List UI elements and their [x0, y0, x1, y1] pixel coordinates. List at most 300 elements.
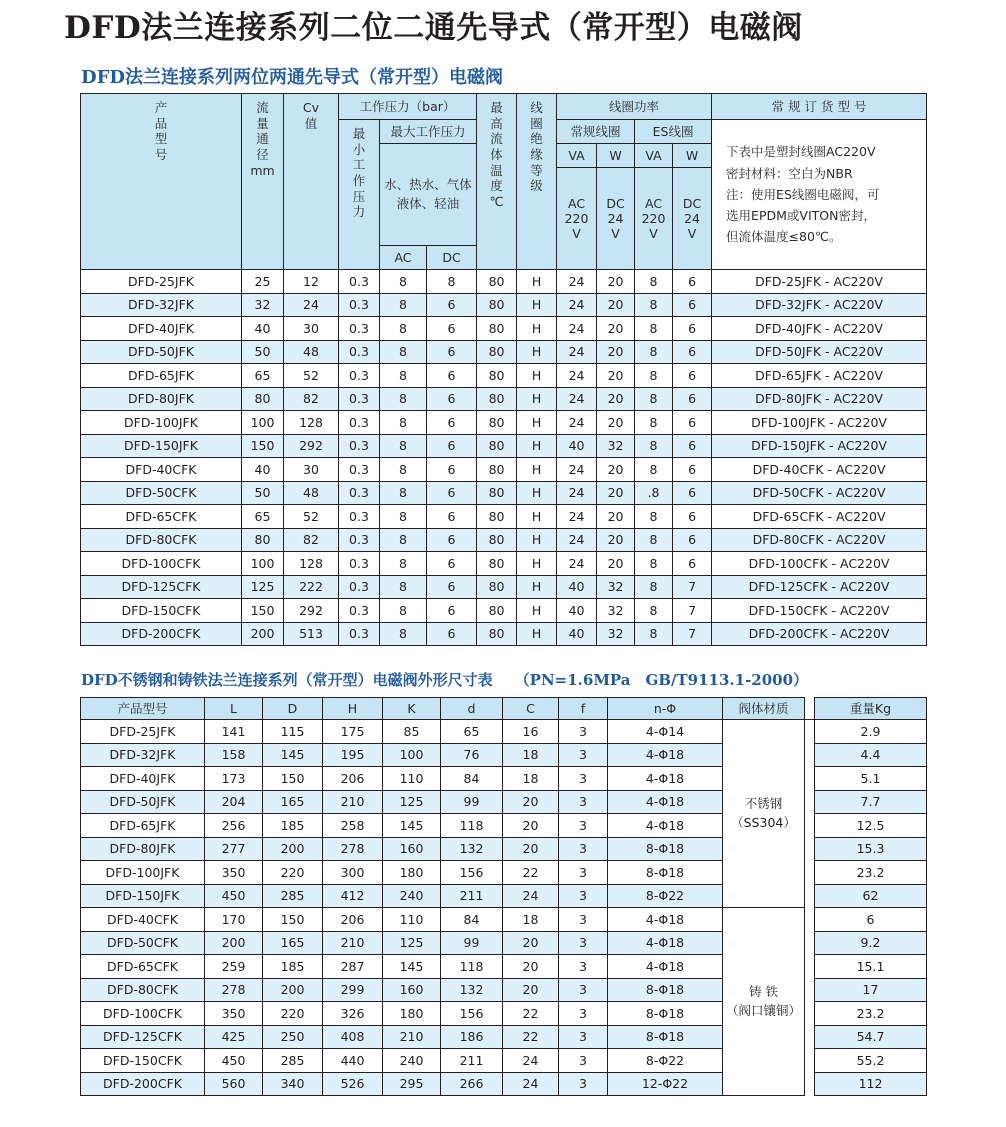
- cell-dn: 50: [242, 481, 284, 505]
- column-gap: [805, 814, 815, 838]
- cell-es-va: 8: [635, 387, 673, 411]
- cell-order: DFD-25JFK - AC220V: [712, 270, 927, 294]
- header-d-inner: d: [441, 698, 503, 720]
- cell-c: 22: [503, 861, 559, 885]
- column-gap: [805, 698, 815, 720]
- cell-f: 3: [559, 720, 608, 744]
- cell-d: 285: [263, 884, 323, 908]
- header-es-coil: ES线圈: [635, 120, 712, 144]
- cell-weight: 62: [815, 884, 927, 908]
- header-f: f: [559, 698, 608, 720]
- cell-n-phi: 4-Φ18: [608, 790, 723, 814]
- cell-l: 350: [205, 1002, 263, 1026]
- spec-table-row: [81, 270, 927, 294]
- cell-f: 3: [559, 1025, 608, 1049]
- cell-c: 16: [503, 720, 559, 744]
- cell-f: 3: [559, 767, 608, 791]
- cell-model: DFD-65CFK: [81, 505, 242, 529]
- cell-n-phi: 8-Φ18: [608, 1002, 723, 1026]
- cell-model: DFD-150JFK: [81, 434, 242, 458]
- cell-dn: 65: [242, 364, 284, 388]
- cell-h: 210: [323, 931, 383, 955]
- cell-ins: H: [517, 387, 557, 411]
- cell-d: 99: [441, 931, 503, 955]
- cell-reg-w: 20: [597, 364, 635, 388]
- cell-ins: H: [517, 364, 557, 388]
- cell-model: DFD-32JFK: [81, 743, 205, 767]
- cell-cv: 513: [284, 622, 339, 646]
- cell-dc: 6: [427, 575, 477, 599]
- cell-dc: 6: [427, 505, 477, 529]
- cell-ac: 8: [380, 434, 427, 458]
- cell-dc: 6: [427, 458, 477, 482]
- cell-h: 287: [323, 955, 383, 979]
- cell-es-va: 8: [635, 317, 673, 341]
- cell-dc: 6: [427, 599, 477, 623]
- cell-min: 0.3: [339, 411, 380, 435]
- dimension-table: [80, 697, 927, 1096]
- cell-f: 3: [559, 814, 608, 838]
- cell-l: 170: [205, 908, 263, 932]
- column-gap: [805, 908, 815, 932]
- cell-d: 266: [441, 1072, 503, 1096]
- cell-ac: 8: [380, 270, 427, 294]
- cell-es-va: 8: [635, 505, 673, 529]
- cell-f: 3: [559, 955, 608, 979]
- cell-order: DFD-150CFK - AC220V: [712, 599, 927, 623]
- cell-reg-va: 24: [557, 293, 597, 317]
- cell-model: DFD-100CFK: [81, 552, 242, 576]
- cell-order: DFD-40JFK - AC220V: [712, 317, 927, 341]
- cell-weight: 12.5: [815, 814, 927, 838]
- cell-reg-w: 20: [597, 458, 635, 482]
- cell-min: 0.3: [339, 387, 380, 411]
- cell-model: DFD-125CFK: [81, 1025, 205, 1049]
- cell-ac: 8: [380, 575, 427, 599]
- cell-dc: 6: [427, 317, 477, 341]
- cell-temp: 80: [477, 622, 517, 646]
- header-model: 产品型号: [81, 698, 205, 720]
- cell-weight: 55.2: [815, 1049, 927, 1073]
- cell-weight: 4.4: [815, 743, 927, 767]
- cell-dc: 6: [427, 481, 477, 505]
- cell-ac: 8: [380, 411, 427, 435]
- cell-min: 0.3: [339, 528, 380, 552]
- cell-order: DFD-80JFK - AC220V: [712, 387, 927, 411]
- cell-min: 0.3: [339, 270, 380, 294]
- cell-temp: 80: [477, 434, 517, 458]
- cell-ins: H: [517, 317, 557, 341]
- cell-d: 185: [263, 814, 323, 838]
- cell-model: DFD-32JFK: [81, 293, 242, 317]
- spec-table-row: [81, 293, 927, 317]
- cell-reg-va: 24: [557, 505, 597, 529]
- cell-cv: 52: [284, 364, 339, 388]
- cell-dc: 6: [427, 387, 477, 411]
- header-regular-dc24v: DC 24 V: [597, 168, 635, 270]
- cell-n-phi: 8-Φ22: [608, 1049, 723, 1073]
- cell-l: 259: [205, 955, 263, 979]
- cell-dn: 80: [242, 387, 284, 411]
- cell-dn: 80: [242, 528, 284, 552]
- cell-cv: 292: [284, 599, 339, 623]
- header-weight: 重量Kg: [815, 698, 927, 720]
- cell-model: DFD-125CFK: [81, 575, 242, 599]
- column-gap: [805, 720, 815, 744]
- cell-d: 84: [441, 767, 503, 791]
- cell-reg-va: 24: [557, 387, 597, 411]
- spec-table-row: [81, 505, 927, 529]
- cell-c: 18: [503, 743, 559, 767]
- cell-es-va: 8: [635, 528, 673, 552]
- cell-ac: 8: [380, 317, 427, 341]
- column-gap: [805, 743, 815, 767]
- cell-order: DFD-40CFK - AC220V: [712, 458, 927, 482]
- cell-reg-va: 24: [557, 481, 597, 505]
- cell-weight: 54.7: [815, 1025, 927, 1049]
- cell-model: DFD-80CFK: [81, 528, 242, 552]
- cell-reg-w: 20: [597, 552, 635, 576]
- cell-reg-w: 32: [597, 575, 635, 599]
- header-model: 产 品 型 号: [81, 94, 242, 270]
- cell-es-w: 6: [673, 528, 712, 552]
- cell-es-va: 8: [635, 340, 673, 364]
- cell-reg-w: 20: [597, 481, 635, 505]
- cell-k: 160: [383, 978, 441, 1002]
- cell-d: 250: [263, 1025, 323, 1049]
- cell-reg-w: 20: [597, 340, 635, 364]
- cell-d: 76: [441, 743, 503, 767]
- cell-model: DFD-80CFK: [81, 978, 205, 1002]
- cell-k: 160: [383, 837, 441, 861]
- cell-l: 141: [205, 720, 263, 744]
- cell-model: DFD-40JFK: [81, 767, 205, 791]
- cell-es-va: 8: [635, 458, 673, 482]
- cell-n-phi: 12-Φ22: [608, 1072, 723, 1096]
- cell-d: 211: [441, 1049, 503, 1073]
- cell-f: 3: [559, 837, 608, 861]
- cell-n-phi: 4-Φ18: [608, 931, 723, 955]
- cell-min: 0.3: [339, 364, 380, 388]
- cell-dn: 50: [242, 340, 284, 364]
- cell-l: 200: [205, 931, 263, 955]
- cell-f: 3: [559, 931, 608, 955]
- header-es-ac220v: AC 220 V: [635, 168, 673, 270]
- cell-min: 0.3: [339, 622, 380, 646]
- cell-min: 0.3: [339, 293, 380, 317]
- cell-f: 3: [559, 1072, 608, 1096]
- cell-h: 526: [323, 1072, 383, 1096]
- cell-order: DFD-125CFK - AC220V: [712, 575, 927, 599]
- cell-reg-va: 40: [557, 575, 597, 599]
- cell-l: 277: [205, 837, 263, 861]
- cell-d: 150: [263, 767, 323, 791]
- cell-model: DFD-200CFK: [81, 622, 242, 646]
- cell-model: DFD-50CFK: [81, 931, 205, 955]
- cell-c: 18: [503, 767, 559, 791]
- cell-es-va: 8: [635, 293, 673, 317]
- spec-table: [80, 93, 927, 646]
- cell-dc: 6: [427, 293, 477, 317]
- header-material: 阀体材质: [723, 698, 805, 720]
- cell-d: 285: [263, 1049, 323, 1073]
- cell-c: 20: [503, 931, 559, 955]
- column-gap: [805, 1072, 815, 1096]
- cell-h: 210: [323, 790, 383, 814]
- spec-table-row: [81, 622, 927, 646]
- cell-reg-va: 24: [557, 364, 597, 388]
- cell-ins: H: [517, 622, 557, 646]
- cell-ins: H: [517, 270, 557, 294]
- header-es-va: VA: [635, 144, 673, 168]
- cell-weight: 7.7: [815, 790, 927, 814]
- cell-cv: 128: [284, 411, 339, 435]
- cell-weight: 5.1: [815, 767, 927, 791]
- cell-min: 0.3: [339, 317, 380, 341]
- spec-table-row: [81, 528, 927, 552]
- spec-table-row: [81, 552, 927, 576]
- cell-d: 220: [263, 861, 323, 885]
- cell-model: DFD-65JFK: [81, 364, 242, 388]
- cell-l: 450: [205, 884, 263, 908]
- cell-model: DFD-150JFK: [81, 884, 205, 908]
- header-c: C: [503, 698, 559, 720]
- cell-model: DFD-100JFK: [81, 411, 242, 435]
- spec-table-row: [81, 599, 927, 623]
- cell-l: 278: [205, 978, 263, 1002]
- spec-table-row: [81, 481, 927, 505]
- cell-c: 20: [503, 837, 559, 861]
- cell-model: DFD-100CFK: [81, 1002, 205, 1026]
- cell-h: 195: [323, 743, 383, 767]
- cell-min: 0.3: [339, 434, 380, 458]
- cell-reg-va: 24: [557, 317, 597, 341]
- cell-weight: 112: [815, 1072, 927, 1096]
- header-insulation: 线 圈 绝 缘 等 级: [517, 94, 557, 270]
- cell-temp: 80: [477, 364, 517, 388]
- cell-ins: H: [517, 528, 557, 552]
- cell-d: 200: [263, 837, 323, 861]
- header-order-model: 常 规 订 货 型 号: [712, 94, 927, 120]
- cell-temp: 80: [477, 528, 517, 552]
- cell-reg-va: 40: [557, 622, 597, 646]
- cell-dn: 32: [242, 293, 284, 317]
- cell-c: 20: [503, 790, 559, 814]
- cell-temp: 80: [477, 317, 517, 341]
- cell-es-w: 7: [673, 575, 712, 599]
- column-gap: [805, 837, 815, 861]
- material-cast-iron: 铸 铁 （阀口镶铜）: [723, 908, 805, 1096]
- cell-temp: 80: [477, 505, 517, 529]
- spec-table-row: [81, 575, 927, 599]
- cell-ac: 8: [380, 340, 427, 364]
- cell-k: 110: [383, 908, 441, 932]
- cell-cv: 30: [284, 317, 339, 341]
- cell-h: 299: [323, 978, 383, 1002]
- cell-ins: H: [517, 458, 557, 482]
- cell-dn: 65: [242, 505, 284, 529]
- cell-ins: H: [517, 293, 557, 317]
- spec-table-row: [81, 434, 927, 458]
- cell-k: 295: [383, 1072, 441, 1096]
- header-max-temp: 最 高 流 体 温 度 ℃: [477, 94, 517, 270]
- cell-h: 408: [323, 1025, 383, 1049]
- cell-weight: 15.3: [815, 837, 927, 861]
- cell-l: 350: [205, 861, 263, 885]
- cell-cv: 48: [284, 340, 339, 364]
- cell-temp: 80: [477, 458, 517, 482]
- cell-cv: 24: [284, 293, 339, 317]
- cell-reg-w: 20: [597, 387, 635, 411]
- cell-d: 150: [263, 908, 323, 932]
- cell-order: DFD-65JFK - AC220V: [712, 364, 927, 388]
- header-dc: DC: [427, 246, 477, 270]
- header-coil-power: 线圈功率: [557, 94, 712, 120]
- cell-es-w: 6: [673, 340, 712, 364]
- cell-n-phi: 4-Φ18: [608, 767, 723, 791]
- cell-order: DFD-80CFK - AC220V: [712, 528, 927, 552]
- cell-l: 560: [205, 1072, 263, 1096]
- column-gap: [805, 1049, 815, 1073]
- cell-ac: 8: [380, 505, 427, 529]
- cell-es-va: 8: [635, 622, 673, 646]
- cell-ac: 8: [380, 552, 427, 576]
- cell-f: 3: [559, 908, 608, 932]
- dimension-table-row: [81, 908, 927, 932]
- header-media: 水、热水、气体 液体、轻油: [380, 144, 477, 246]
- cell-es-va: 8: [635, 434, 673, 458]
- cell-k: 100: [383, 743, 441, 767]
- cell-c: 20: [503, 978, 559, 1002]
- cell-k: 145: [383, 814, 441, 838]
- cell-dn: 100: [242, 552, 284, 576]
- spec-table-row: [81, 387, 927, 411]
- cell-n-phi: 8-Φ18: [608, 837, 723, 861]
- cell-reg-w: 20: [597, 293, 635, 317]
- cell-f: 3: [559, 1002, 608, 1026]
- cell-d: 156: [441, 861, 503, 885]
- cell-d: 165: [263, 790, 323, 814]
- cell-d: 186: [441, 1025, 503, 1049]
- cell-k: 240: [383, 884, 441, 908]
- spec-table-title: DFD法兰连接系列两位两通先导式（常开型）电磁阀: [81, 67, 503, 88]
- cell-c: 20: [503, 955, 559, 979]
- cell-reg-w: 20: [597, 317, 635, 341]
- cell-min: 0.3: [339, 599, 380, 623]
- cell-ins: H: [517, 505, 557, 529]
- cell-reg-w: 20: [597, 270, 635, 294]
- cell-reg-va: 24: [557, 270, 597, 294]
- cell-model: DFD-50CFK: [81, 481, 242, 505]
- cell-ac: 8: [380, 528, 427, 552]
- cell-es-w: 6: [673, 552, 712, 576]
- cell-h: 175: [323, 720, 383, 744]
- cell-es-w: 6: [673, 293, 712, 317]
- cell-model: DFD-25JFK: [81, 270, 242, 294]
- cell-model: DFD-80JFK: [81, 837, 205, 861]
- cell-order: DFD-50CFK - AC220V: [712, 481, 927, 505]
- cell-model: DFD-50JFK: [81, 340, 242, 364]
- cell-dn: 40: [242, 317, 284, 341]
- cell-dn: 150: [242, 599, 284, 623]
- cell-dn: 100: [242, 411, 284, 435]
- cell-k: 210: [383, 1025, 441, 1049]
- cell-d: 340: [263, 1072, 323, 1096]
- cell-k: 180: [383, 861, 441, 885]
- cell-temp: 80: [477, 270, 517, 294]
- cell-d: 118: [441, 814, 503, 838]
- cell-order: DFD-100CFK - AC220V: [712, 552, 927, 576]
- cell-n-phi: 4-Φ18: [608, 908, 723, 932]
- cell-model: DFD-200CFK: [81, 1072, 205, 1096]
- cell-d: 118: [441, 955, 503, 979]
- cell-weight: 17: [815, 978, 927, 1002]
- cell-ins: H: [517, 575, 557, 599]
- spec-table-row: [81, 364, 927, 388]
- cell-h: 412: [323, 884, 383, 908]
- cell-ac: 8: [380, 387, 427, 411]
- cell-es-w: 6: [673, 411, 712, 435]
- header-cv: Cv 值: [284, 94, 339, 270]
- dimension-table-title: [81, 669, 808, 690]
- cell-order: DFD-65CFK - AC220V: [712, 505, 927, 529]
- cell-order: DFD-50JFK - AC220V: [712, 340, 927, 364]
- cell-d: 165: [263, 931, 323, 955]
- cell-cv: 222: [284, 575, 339, 599]
- cell-c: 18: [503, 908, 559, 932]
- cell-dn: 40: [242, 458, 284, 482]
- cell-d: 211: [441, 884, 503, 908]
- cell-weight: 6: [815, 908, 927, 932]
- cell-c: 24: [503, 1072, 559, 1096]
- cell-model: DFD-40CFK: [81, 908, 205, 932]
- cell-dc: 6: [427, 528, 477, 552]
- cell-n-phi: 8-Φ18: [608, 861, 723, 885]
- cell-es-w: 7: [673, 599, 712, 623]
- cell-min: 0.3: [339, 505, 380, 529]
- cell-n-phi: 4-Φ18: [608, 955, 723, 979]
- cell-c: 22: [503, 1002, 559, 1026]
- cell-dc: 6: [427, 364, 477, 388]
- cell-model: DFD-65JFK: [81, 814, 205, 838]
- cell-reg-w: 20: [597, 505, 635, 529]
- cell-temp: 80: [477, 340, 517, 364]
- cell-cv: 82: [284, 387, 339, 411]
- cell-cv: 52: [284, 505, 339, 529]
- cell-l: 450: [205, 1049, 263, 1073]
- cell-min: 0.3: [339, 340, 380, 364]
- cell-ac: 8: [380, 293, 427, 317]
- header-regular-va: VA: [557, 144, 597, 168]
- cell-es-va: 8: [635, 270, 673, 294]
- spec-table-row: [81, 317, 927, 341]
- cell-l: 204: [205, 790, 263, 814]
- spec-table-row: [81, 340, 927, 364]
- header-h: H: [323, 698, 383, 720]
- cell-es-va: .8: [635, 481, 673, 505]
- cell-k: 85: [383, 720, 441, 744]
- cell-n-phi: 4-Φ18: [608, 743, 723, 767]
- column-gap: [805, 978, 815, 1002]
- header-ac: AC: [380, 246, 427, 270]
- cell-h: 440: [323, 1049, 383, 1073]
- cell-model: DFD-150CFK: [81, 1049, 205, 1073]
- cell-reg-va: 24: [557, 411, 597, 435]
- cell-ac: 8: [380, 622, 427, 646]
- cell-es-va: 8: [635, 599, 673, 623]
- cell-model: DFD-150CFK: [81, 599, 242, 623]
- cell-ins: H: [517, 340, 557, 364]
